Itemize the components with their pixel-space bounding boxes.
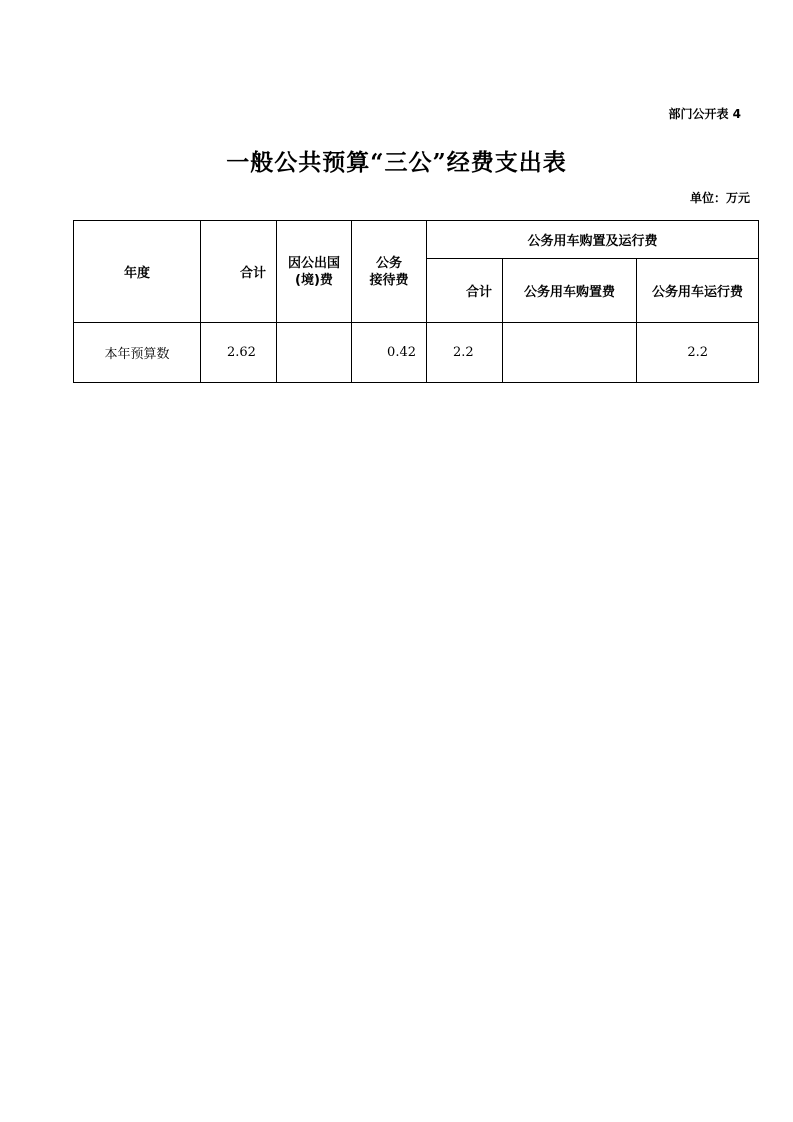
header-reception [352,221,427,323]
cell-vehicle-total: 2.2 [427,323,503,383]
cell-vehicle-operation: 2.2 [637,323,759,383]
page-label: 部门公开表 4 [668,107,741,121]
header-vehicle-group: 公务用车购置及运行费 [427,221,759,259]
header-reception-line1: 公务 [375,255,402,271]
header-vehicle-operation: 公务用车运行费 [637,259,759,323]
header-vehicle-purchase: 公务用车购置费 [503,259,637,323]
header-year: 年度 [74,221,201,323]
cell-vehicle-purchase [503,323,637,383]
unit-label: 单位：万元 [689,191,750,205]
cell-year: 本年预算数 [74,323,201,383]
header-row-1 [74,221,759,259]
header-total: 合计 [201,221,277,323]
cell-abroad [277,323,352,383]
cell-reception: 0.42 [352,323,427,383]
header-abroad-line2: (境)费 [295,272,333,288]
header-abroad [277,221,352,323]
table-row [74,323,759,383]
header-reception-line2: 接待费 [369,272,409,288]
header-abroad-line1: 因公出国 [287,255,340,271]
cell-total: 2.62 [201,323,277,383]
page-title: 一般公共预算“三公”经费支出表 [226,149,567,176]
header-vehicle-total: 合计 [427,259,503,323]
budget-table [73,220,759,383]
